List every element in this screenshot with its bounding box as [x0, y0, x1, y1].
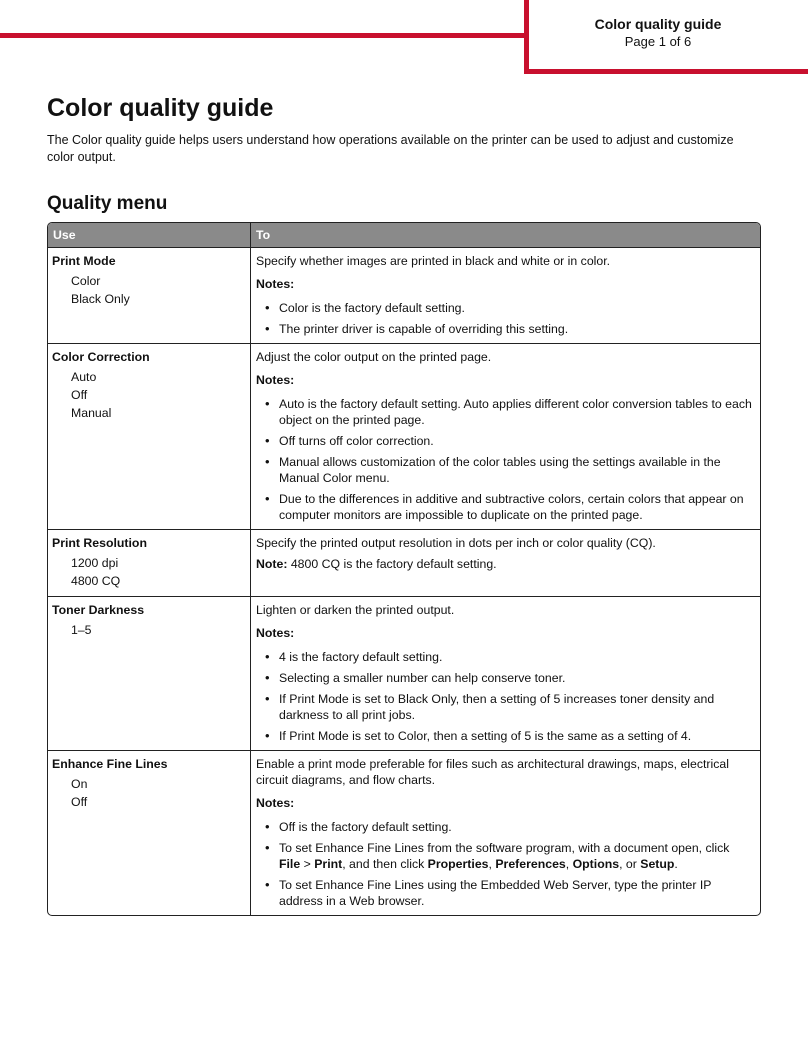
note-text: , — [488, 857, 496, 871]
header-red-rule-bottom — [524, 69, 808, 74]
menu-item-name: Print Mode — [52, 254, 116, 268]
use-cell — [48, 530, 251, 596]
menu-option: Black Only — [71, 292, 130, 306]
menu-item-name: Print Resolution — [52, 536, 147, 550]
description: Lighten or darken the printed output. — [256, 603, 455, 617]
notes-label: Notes: — [256, 277, 295, 291]
table-header — [48, 223, 760, 248]
to-cell — [251, 344, 760, 529]
column-header-use: Use — [48, 223, 251, 247]
column-header-to: To — [256, 228, 271, 242]
menu-item-name: Enhance Fine Lines — [52, 757, 168, 771]
menu-option: 4800 CQ — [71, 574, 121, 588]
note-text: , — [565, 857, 573, 871]
intro-paragraph: The Color quality guide helps users understand how operations available on the printer can be used to adjust and customize color output. — [47, 133, 734, 164]
menu-option: Auto — [71, 370, 97, 384]
note-item: • Selecting a smaller number can help conserve toner. — [256, 670, 754, 686]
use-cell — [48, 344, 251, 529]
use-cell — [48, 751, 251, 915]
note-text: To set Enhance Fine Lines from the software program, with a document open, click — [279, 841, 730, 855]
page-title: Color quality guide — [47, 94, 274, 122]
note-item: • If Print Mode is set to Black Only, then a setting of 5 increases toner density and darkness to all print jobs. — [256, 691, 754, 723]
note-text: . — [674, 857, 678, 871]
notes-label: Notes: — [256, 796, 295, 810]
to-cell — [251, 530, 760, 596]
note-text: > — [300, 857, 315, 871]
note — [256, 556, 754, 572]
menu-option: 1–5 — [71, 623, 92, 637]
menu-option: 1200 dpi — [71, 556, 119, 570]
notes-list — [256, 819, 754, 909]
note-label: Note: — [256, 557, 288, 571]
note-item — [256, 840, 754, 872]
menu-path-properties: Properties — [427, 857, 489, 871]
use-cell — [48, 597, 251, 750]
menu-path-file: File — [279, 857, 301, 871]
description: Adjust the color output on the printed page. — [256, 350, 492, 364]
use-cell — [48, 248, 251, 343]
notes-label: Notes: — [256, 373, 295, 387]
note-item: • Due to the differences in additive and subtractive colors, certain colors that appear on computer monitors are impossible to duplicate on the printed page. — [256, 491, 754, 523]
notes-list — [256, 396, 754, 523]
menu-option: Off — [71, 388, 88, 402]
menu-option: Off — [71, 795, 88, 809]
note-item: • The printer driver is capable of overriding this setting. — [256, 321, 754, 337]
quality-menu-table — [47, 222, 761, 916]
note-item: • 4 is the factory default setting. — [256, 649, 754, 665]
note-text: , and then click — [342, 857, 428, 871]
note-text: , or — [619, 857, 641, 871]
table-row — [48, 751, 760, 915]
note-item: • Manual allows customization of the color tables using the settings available in the Manual Color menu. — [256, 454, 754, 486]
note-text: 4800 CQ is the factory default setting. — [287, 557, 497, 571]
section-title: Quality menu — [47, 193, 168, 214]
table-row — [48, 597, 760, 751]
table-row — [48, 344, 760, 530]
to-cell — [251, 751, 760, 915]
menu-item-name: Toner Darkness — [52, 603, 145, 617]
note-item: • If Print Mode is set to Color, then a setting of 5 is the same as a setting of 4. — [256, 728, 754, 744]
description: Enable a print mode preferable for files such as architectural drawings, maps, electrical circuit diagrams, and flow charts. — [256, 757, 729, 787]
table-row — [48, 530, 760, 597]
menu-option: Manual — [71, 406, 112, 420]
description: Specify the printed output resolution in dots per inch or color quality (CQ). — [256, 536, 656, 550]
notes-label: Notes: — [256, 626, 295, 640]
to-cell — [251, 597, 760, 750]
to-cell — [251, 248, 760, 343]
note-item: • Off is the factory default setting. — [256, 819, 754, 835]
note-item: • Auto is the factory default setting. Auto applies different color conversion tables to each object on the printed page. — [256, 396, 754, 428]
menu-path-setup: Setup — [640, 857, 675, 871]
table-row — [48, 248, 760, 344]
menu-path-options: Options — [572, 857, 620, 871]
menu-path-print: Print — [314, 857, 343, 871]
menu-path-preferences: Preferences — [495, 857, 566, 871]
page-number: Page 1 of 6 — [624, 34, 692, 49]
notes-list — [256, 649, 754, 744]
menu-option: On — [71, 777, 88, 791]
note-item: • To set Enhance Fine Lines using the Embedded Web Server, type the printer IP address in a Web browser. — [256, 877, 754, 909]
running-header-title: Color quality guide — [594, 16, 722, 32]
header-red-rule — [0, 33, 528, 38]
note-item: • Color is the factory default setting. — [256, 300, 754, 316]
menu-item-name: Color Correction — [52, 350, 150, 364]
menu-option: Color — [71, 274, 101, 288]
running-header — [529, 15, 787, 50]
description: Specify whether images are printed in black and white or in color. — [256, 254, 611, 268]
notes-list — [256, 300, 754, 337]
note-item: • Off turns off color correction. — [256, 433, 754, 449]
